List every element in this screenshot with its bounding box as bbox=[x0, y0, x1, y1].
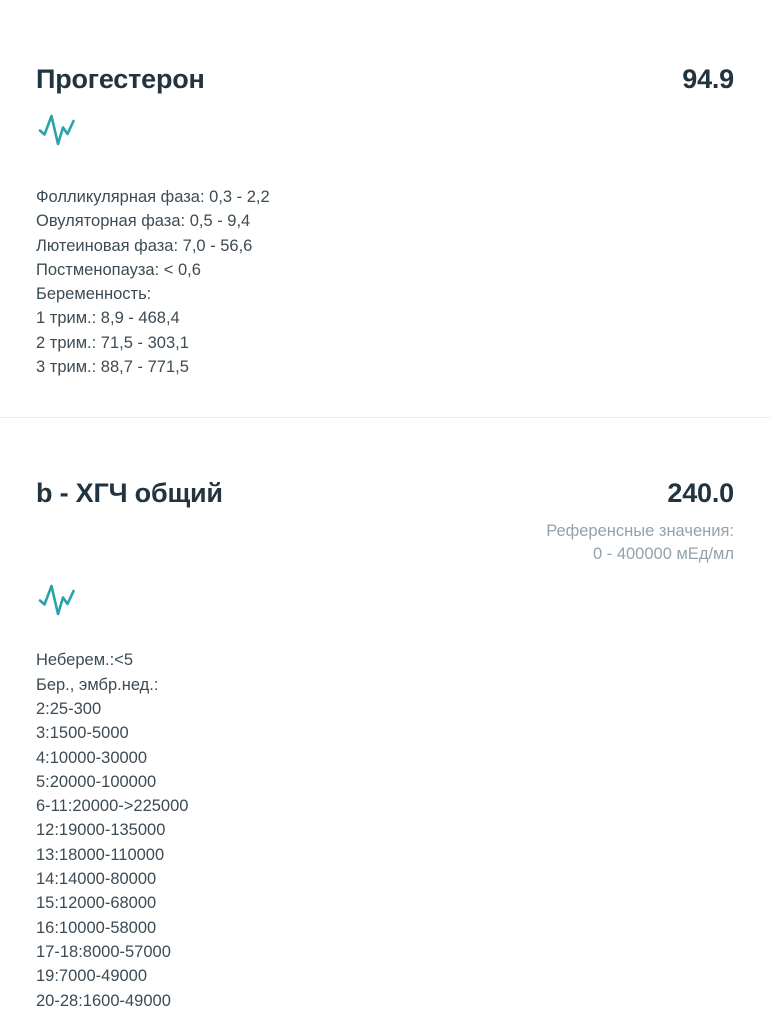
list-item: 16:10000-58000 bbox=[36, 918, 157, 937]
list-item: 2:25-300 bbox=[36, 699, 102, 718]
list-item: 4:10000-30000 bbox=[36, 748, 148, 767]
list-item: Постменопауза: < 0,6 bbox=[36, 260, 201, 279]
reference-values-list bbox=[36, 185, 734, 379]
value-block bbox=[554, 62, 734, 96]
list-item: Овуляторная фаза: 0,5 - 9,4 bbox=[36, 212, 251, 231]
list-item: 15:12000-68000 bbox=[36, 894, 157, 913]
list-item: 1 трим.: 8,9 - 468,4 bbox=[36, 309, 180, 328]
reference-range-value: 0 - 400000 мЕд/мл bbox=[592, 545, 734, 564]
value-block bbox=[546, 476, 734, 566]
list-item: 14:14000-80000 bbox=[36, 870, 157, 889]
list-item: 20-28:1600-49000 bbox=[36, 991, 171, 1010]
analyte-value: 94.9 bbox=[682, 64, 734, 94]
list-item: Лютеиновая фаза: 7,0 - 56,6 bbox=[36, 236, 253, 255]
list-item: 17-18:8000-57000 bbox=[36, 942, 171, 961]
list-item: 2 трим.: 71,5 - 303,1 bbox=[36, 333, 189, 352]
result-card-progesterone bbox=[0, 0, 770, 417]
list-item: 19:7000-49000 bbox=[36, 967, 148, 986]
result-card-hcg bbox=[0, 418, 770, 1012]
section-header bbox=[36, 62, 734, 96]
list-item: 6-11:20000->225000 bbox=[36, 797, 189, 816]
list-item: 3 трим.: 88,7 - 771,5 bbox=[36, 358, 189, 377]
list-item: 3:1500-5000 bbox=[36, 724, 129, 743]
list-item: 13:18000-110000 bbox=[36, 845, 165, 864]
reference-values-list bbox=[36, 648, 734, 1012]
list-item: Фолликулярная фаза: 0,3 - 2,2 bbox=[36, 188, 270, 206]
analyte-title: Прогестерон bbox=[36, 64, 205, 94]
list-item: Неберем.:<5 bbox=[36, 651, 134, 670]
analyte-title: b - ХГЧ общий bbox=[36, 478, 223, 509]
pulse-chart-icon[interactable] bbox=[36, 110, 80, 150]
list-item: 12:19000-135000 bbox=[36, 821, 166, 840]
analyte-value: 240.0 bbox=[667, 478, 734, 509]
pulse-chart-icon[interactable] bbox=[36, 580, 80, 620]
list-item: Бер., эмбр.нед.: bbox=[36, 675, 159, 694]
reference-values-label: Референсные значения: bbox=[546, 522, 734, 541]
list-item: Беременность: bbox=[36, 285, 152, 304]
list-item: 5:20000-100000 bbox=[36, 772, 157, 791]
section-header bbox=[36, 476, 734, 566]
